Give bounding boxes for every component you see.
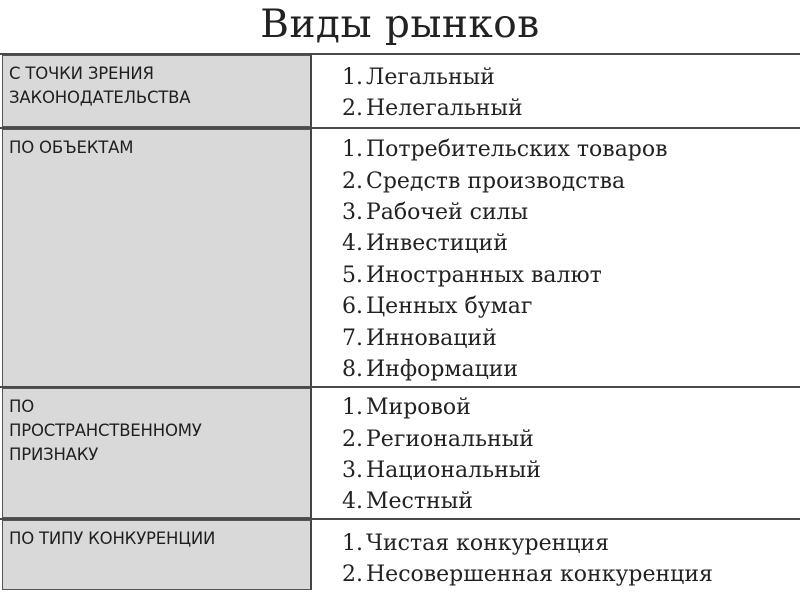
list-item (314, 456, 800, 486)
row-label-line: ПО ТИПУ КОНКУРЕНЦИИ (9, 529, 216, 548)
list-text: Информации (366, 357, 519, 382)
list-number: 2. (342, 562, 363, 587)
list-text: Местный (366, 489, 473, 514)
list-item (314, 487, 800, 517)
list-item (314, 63, 800, 93)
row-label-line: ЗАКОНОДАТЕЛЬСТВА (9, 88, 191, 107)
row-label-line: ПРОСТРАНСТВЕННОМУ (9, 421, 202, 440)
list-item (314, 135, 800, 165)
list-text: Национальный (366, 458, 541, 483)
row-items (314, 55, 800, 127)
table-row (0, 55, 800, 127)
list-item (314, 529, 800, 559)
list-number: 1. (342, 137, 363, 162)
list-number: 2. (342, 427, 363, 452)
list-text: Несовершенная конкуренция (366, 562, 713, 587)
list-number: 1. (342, 65, 363, 90)
list-item (314, 261, 800, 291)
list-text: Ценных бумаг (366, 294, 533, 319)
list-text: Чистая конкуренция (366, 531, 609, 556)
list-text: Потребительских товаров (366, 137, 668, 162)
list-number: 4. (342, 231, 363, 256)
row-label-line: ПО ОБЪЕКТАМ (9, 138, 134, 157)
list-number: 3. (342, 200, 363, 225)
list-item (314, 560, 800, 590)
list-item (314, 425, 800, 455)
row-label (2, 388, 312, 518)
list-number: 2. (342, 96, 363, 121)
list-text: Нелегальный (366, 96, 523, 121)
row-label-line: ПО (9, 397, 34, 416)
row-items (314, 520, 800, 590)
list-number: 2. (342, 169, 363, 194)
list-number: 5. (342, 263, 363, 288)
row-label (2, 520, 312, 590)
list-item (314, 167, 800, 197)
list-text: Средств производства (366, 169, 626, 194)
list-number: 3. (342, 458, 363, 483)
row-label-line: С ТОЧКИ ЗРЕНИЯ (9, 64, 154, 83)
list-number: 4. (342, 489, 363, 514)
list-item (314, 292, 800, 322)
list-number: 1. (342, 395, 363, 420)
list-number: 1. (342, 531, 363, 556)
list-item (314, 355, 800, 385)
row-label-line: ПРИЗНАКУ (9, 445, 99, 464)
list-item (314, 324, 800, 354)
table-row (0, 388, 800, 518)
list-text: Инвестиций (366, 231, 508, 256)
list-item (314, 393, 800, 423)
list-text: Региональный (366, 427, 534, 452)
row-label (2, 55, 312, 127)
list-number: 6. (342, 294, 363, 319)
list-text: Рабочей силы (366, 200, 529, 225)
list-text: Иностранных валют (366, 263, 602, 288)
list-item (314, 198, 800, 228)
list-text: Инноваций (366, 326, 497, 351)
list-text: Мировой (366, 395, 471, 420)
page-title: Виды рынков (260, 2, 540, 47)
list-number: 8. (342, 357, 363, 382)
list-item (314, 94, 800, 124)
list-text: Легальный (366, 65, 495, 90)
list-item (314, 229, 800, 259)
market-types-table (0, 55, 800, 600)
table-row (0, 520, 800, 590)
row-items (314, 388, 800, 518)
list-number: 7. (342, 326, 363, 351)
